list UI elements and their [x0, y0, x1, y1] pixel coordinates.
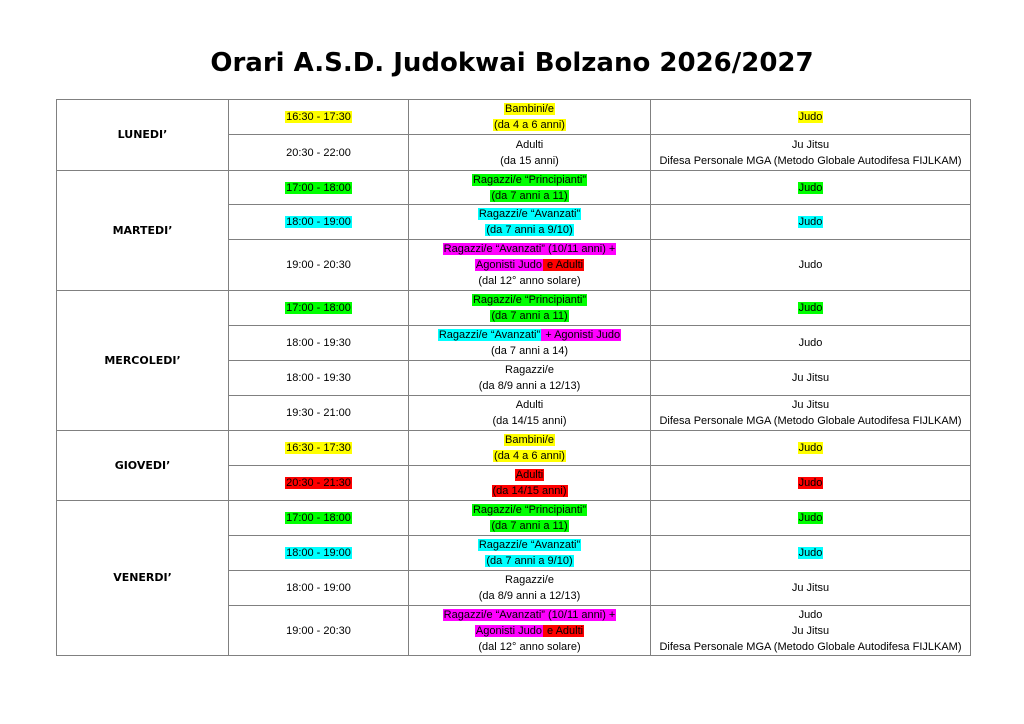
page-title: Orari A.S.D. Judokwai Bolzano 2026/2027: [210, 48, 814, 78]
group-text: (da 7 anni a 9/10): [486, 224, 573, 236]
discipline-cell: [651, 571, 971, 606]
time-slot: 18:00 - 19:00: [286, 547, 351, 559]
time-cell: [229, 571, 409, 606]
group-line: [409, 343, 650, 359]
group-text: (da 7 anni a 11): [491, 310, 568, 322]
discipline-text: Judo: [798, 337, 823, 349]
discipline-line: [651, 214, 970, 230]
group-text: Ragazzi/e “Avanzati”: [478, 539, 581, 551]
time-cell: [229, 240, 409, 291]
discipline-text: Ju Jitsu: [791, 138, 830, 151]
group-cell: [409, 536, 651, 571]
time-cell: [229, 361, 409, 396]
day-label: LUNEDI’: [57, 100, 229, 171]
discipline-cell: [651, 361, 971, 396]
group-cell: [409, 396, 651, 431]
group-cell: [409, 431, 651, 466]
group-text: Bambini/e: [505, 103, 554, 115]
group-line: [409, 448, 650, 464]
discipline-line: [651, 607, 970, 623]
discipline-line: [651, 623, 970, 639]
group-text: Ragazzi/e “Principianti”: [472, 504, 587, 516]
discipline-line: [651, 397, 970, 413]
group-cell: [409, 571, 651, 606]
day-label: GIOVEDI’: [57, 431, 229, 501]
group-line: [409, 222, 650, 238]
discipline-cell: [651, 396, 971, 431]
discipline-line: [651, 180, 970, 196]
discipline-line: [651, 580, 970, 596]
discipline-line: [651, 370, 970, 386]
day-label: MARTEDI’: [57, 171, 229, 291]
group-line: [409, 308, 650, 324]
time-cell: [229, 501, 409, 536]
schedule-row: [57, 171, 971, 205]
discipline-text: Judo: [798, 181, 823, 194]
group-line: [409, 241, 650, 257]
group-line: [409, 607, 650, 623]
time-slot: 18:00 - 19:30: [286, 337, 351, 349]
group-line: [409, 537, 650, 553]
group-line: [409, 117, 650, 133]
group-cell: [409, 501, 651, 536]
discipline-line: [651, 300, 970, 316]
discipline-cell: [651, 466, 971, 501]
group-line: [409, 257, 650, 273]
schedule-table: [56, 99, 971, 656]
discipline-text: Judo: [798, 216, 823, 228]
group-line: [409, 292, 650, 308]
discipline-text: Difesa Personale MGA (Metodo Globale Autodifesa FIJLKAM): [659, 415, 962, 427]
discipline-text: Ju Jitsu: [791, 624, 830, 637]
time-slot: 18:00 - 19:00: [286, 216, 351, 228]
discipline-cell: [651, 291, 971, 326]
discipline-line: [651, 153, 970, 169]
discipline-line: [651, 475, 970, 491]
day-label: VENERDI’: [57, 501, 229, 656]
group-cell: [409, 171, 651, 205]
discipline-line: [651, 639, 970, 655]
discipline-cell: [651, 240, 971, 291]
group-line: [409, 206, 650, 222]
group-text: (dal 12° anno solare): [478, 275, 581, 287]
time-slot: 19:00 - 20:30: [286, 624, 351, 637]
time-slot: 17:00 - 18:00: [286, 302, 351, 314]
group-text: Ragazzi/e “Avanzati”: [438, 329, 541, 341]
group-cell: [409, 466, 651, 501]
group-text: (da 7 anni a 11): [491, 520, 568, 532]
discipline-line: [651, 440, 970, 456]
group-text: (da 15 anni): [500, 154, 559, 167]
discipline-cell: [651, 501, 971, 536]
time-cell: [229, 171, 409, 205]
discipline-text: Ju Jitsu: [791, 582, 830, 594]
discipline-line: [651, 257, 970, 273]
schedule-row: [57, 291, 971, 326]
discipline-cell: [651, 431, 971, 466]
group-line: [409, 432, 650, 448]
time-slot: 19:30 - 21:00: [286, 407, 351, 419]
group-text: Ragazzi/e: [505, 364, 554, 376]
group-cell: [409, 135, 651, 171]
group-cell: [409, 205, 651, 240]
discipline-text: Judo: [798, 512, 823, 524]
group-cell: [409, 326, 651, 361]
group-line: [409, 518, 650, 534]
discipline-text: Judo: [798, 302, 823, 314]
group-text: (da 7 anni a 14): [490, 345, 569, 357]
time-cell: [229, 135, 409, 171]
time-slot: 17:00 - 18:00: [286, 512, 351, 524]
group-line: [409, 188, 650, 204]
group-line: [409, 172, 650, 188]
group-text: (dal 12° anno solare): [478, 640, 581, 653]
group-text: Ragazzi/e: [505, 574, 554, 586]
discipline-text: Judo: [798, 259, 823, 271]
discipline-text: Ju Jitsu: [791, 372, 830, 384]
group-text: (da 14/15 anni): [492, 485, 567, 497]
discipline-text: Judo: [798, 608, 823, 621]
group-line: [409, 502, 650, 518]
discipline-line: [651, 137, 970, 153]
discipline-line: [651, 413, 970, 429]
group-text: (da 8/9 anni a 12/13): [478, 590, 581, 602]
time-cell: [229, 431, 409, 466]
discipline-cell: [651, 100, 971, 135]
time-cell: [229, 396, 409, 431]
group-text: Adulti: [515, 138, 544, 151]
group-line: [409, 483, 650, 499]
time-cell: [229, 100, 409, 135]
time-cell: [229, 466, 409, 501]
group-text: (da 7 anni a 9/10): [486, 555, 573, 567]
group-text: (da 14/15 anni): [492, 415, 567, 427]
schedule-body: [57, 100, 971, 656]
group-cell: [409, 291, 651, 326]
group-text: Agonisti Judo: [475, 624, 542, 637]
group-cell: [409, 361, 651, 396]
group-line: [409, 153, 650, 169]
time-cell: [229, 536, 409, 571]
discipline-line: [651, 510, 970, 526]
discipline-cell: [651, 326, 971, 361]
group-cell: [409, 240, 651, 291]
schedule-row: [57, 100, 971, 135]
group-text: Adulti: [515, 469, 544, 481]
group-line: [409, 137, 650, 153]
discipline-text: Judo: [798, 111, 823, 123]
group-line: [409, 413, 650, 429]
group-line: [409, 273, 650, 289]
group-text: Agonisti Judo: [475, 259, 542, 271]
discipline-cell: [651, 536, 971, 571]
time-cell: [229, 606, 409, 656]
group-text: Ragazzi/e “Avanzati” (10/11 anni) +: [443, 243, 616, 255]
discipline-cell: [651, 205, 971, 240]
group-text: (da 4 a 6 anni): [494, 119, 565, 131]
group-line: [409, 639, 650, 655]
group-text: e Adulti: [543, 259, 584, 271]
group-text: Adulti: [515, 399, 544, 411]
group-text: Ragazzi/e “Principianti”: [472, 173, 587, 186]
group-line: [409, 572, 650, 588]
group-text: Bambini/e: [505, 434, 554, 446]
time-slot: 18:00 - 19:30: [286, 372, 351, 384]
time-slot: 20:30 - 22:00: [286, 146, 351, 159]
time-slot: 16:30 - 17:30: [286, 442, 351, 454]
discipline-line: [651, 335, 970, 351]
time-slot: 20:30 - 21:30: [286, 477, 351, 489]
time-cell: [229, 326, 409, 361]
group-cell: [409, 606, 651, 656]
group-text: Ragazzi/e “Avanzati”: [478, 208, 581, 220]
group-text: + Agonisti Judo: [542, 329, 621, 341]
discipline-cell: [651, 171, 971, 205]
group-line: [409, 378, 650, 394]
group-text: Ragazzi/e “Avanzati” (10/11 anni) +: [443, 608, 616, 621]
discipline-line: [651, 109, 970, 125]
group-cell: [409, 100, 651, 135]
schedule-row: [57, 501, 971, 536]
discipline-text: Difesa Personale MGA (Metodo Globale Autodifesa FIJLKAM): [659, 640, 962, 653]
group-line: [409, 467, 650, 483]
time-slot: 16:30 - 17:30: [286, 111, 351, 123]
group-text: e Adulti: [543, 624, 584, 637]
group-line: [409, 327, 650, 343]
time-cell: [229, 205, 409, 240]
group-line: [409, 623, 650, 639]
day-label: MERCOLEDI’: [57, 291, 229, 431]
schedule-row: [57, 431, 971, 466]
discipline-text: Judo: [798, 442, 823, 454]
group-line: [409, 588, 650, 604]
discipline-cell: [651, 606, 971, 656]
time-slot: 18:00 - 19:00: [286, 582, 351, 594]
time-slot: 19:00 - 20:30: [286, 259, 351, 271]
time-slot: 17:00 - 18:00: [286, 181, 351, 194]
discipline-text: Difesa Personale MGA (Metodo Globale Autodifesa FIJLKAM): [659, 154, 962, 167]
discipline-text: Judo: [798, 547, 823, 559]
group-text: (da 8/9 anni a 12/13): [478, 380, 581, 392]
group-text: (da 7 anni a 11): [491, 189, 568, 202]
group-line: [409, 101, 650, 117]
discipline-text: Judo: [798, 477, 823, 489]
group-text: Ragazzi/e “Principianti”: [472, 294, 587, 306]
group-line: [409, 362, 650, 378]
group-line: [409, 397, 650, 413]
discipline-line: [651, 545, 970, 561]
group-text: (da 4 a 6 anni): [494, 450, 565, 462]
group-line: [409, 553, 650, 569]
discipline-cell: [651, 135, 971, 171]
time-cell: [229, 291, 409, 326]
discipline-text: Ju Jitsu: [791, 399, 830, 411]
